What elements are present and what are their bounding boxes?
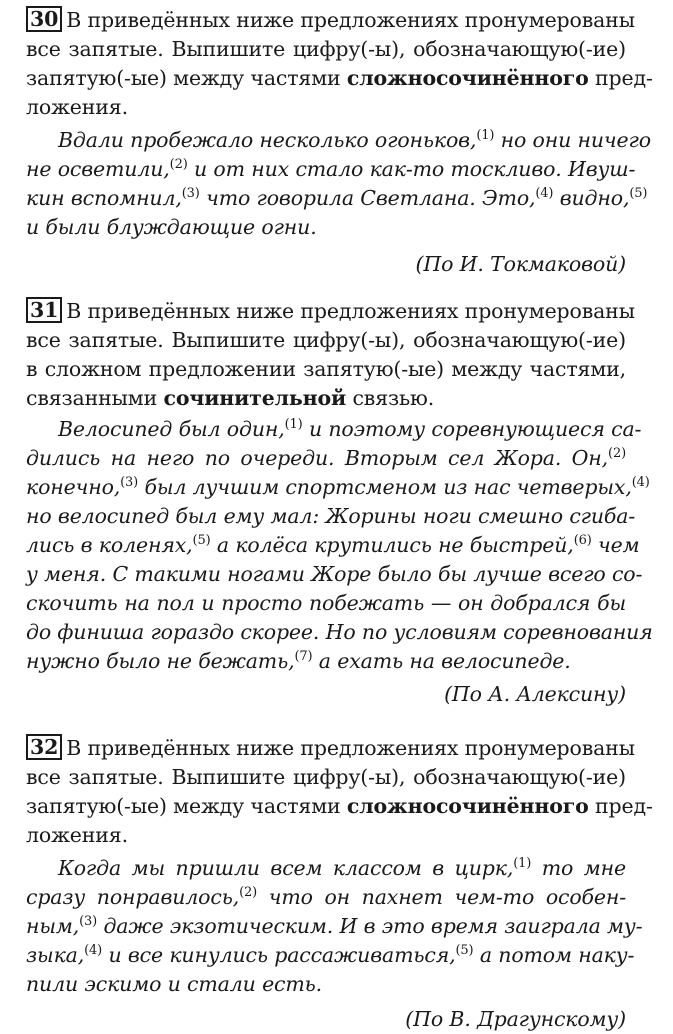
text-line: не осветили,$^{(2)}$ и от них стало как-то тоскливо. Ивуш- <box>26 157 636 181</box>
text-line: до финиша гораздо скорее. Но по условиям соревнования <box>26 620 653 644</box>
instruction-line: запятую(-ые) между частями сложносочинённого пред- <box>26 66 653 90</box>
task-30 <box>26 6 653 279</box>
text-line: но велосипед был ему мал: Жорины ноги смешно сгиба- <box>26 504 636 528</box>
task-number: 32 <box>26 734 62 760</box>
task-31 <box>26 297 653 709</box>
text-line: Когда мы пришли всем классом в цирк,$^{(1)}$ то мне <box>58 856 626 880</box>
instruction-line: в сложном предложении запятую(-ые) между частями, <box>26 357 626 381</box>
text-line: скочить на пол и просто побежать — он добрался бы <box>26 591 626 615</box>
instruction-line: все запятые. Выпишите цифру(-ы), обозначающую(-ие) <box>26 37 626 61</box>
instruction-line: 30 В приведённых ниже предложениях пронумерованы <box>26 6 626 35</box>
text-line: нужно было не бежать,$^{(7)}$ а ехать на велосипеде. <box>26 649 571 673</box>
source-attribution: (По И. Токмаковой) <box>415 252 626 276</box>
text-line: дились на него по очереди. Вторым сел Жора. Он,$^{(2)}$ <box>26 446 626 470</box>
text-line: ным,$^{(3)}$ даже экзотическим. И в это время заиграла му- <box>26 914 643 938</box>
text-line: сразу понравилось,$^{(2)}$ что он пахнет чем-то особен- <box>26 885 627 909</box>
text-line: зыка,$^{(4)}$ и все кинулись рассаживаться,$^{(5)}$ а потом наку- <box>26 943 635 967</box>
instruction-line: все запятые. Выпишите цифру(-ы), обозначающую(-ие) <box>26 328 626 352</box>
instruction-line: 32 В приведённых ниже предложениях пронумерованы <box>26 734 626 763</box>
text-line: пили эскимо и стали есть. <box>26 972 323 996</box>
task-text <box>26 126 651 242</box>
source-attribution: (По А. Алексину) <box>444 682 626 706</box>
text-line: лись в коленях,$^{(5)}$ а колёса крутились не быстрей,$^{(6)}$ чем <box>26 533 640 557</box>
task-number: 30 <box>26 6 62 32</box>
task-text <box>26 854 643 999</box>
text-line: конечно,$^{(3)}$ был лучшим спортсменом из нас четверых,$^{(4)}$ <box>26 475 650 499</box>
text-line: у меня. С такими ногами Жоре было бы лучше всего со- <box>26 562 643 586</box>
text-line: кин вспомнил,$^{(3)}$ что говорила Светлана. Это,$^{(4)}$ видно,$^{(5)}$ <box>26 186 648 210</box>
text-line: Вдали пробежало несколько огоньков,$^{(1)}$ но они ничего <box>58 128 651 152</box>
instruction-line: запятую(-ые) между частями сложносочинённого пред- <box>26 794 653 818</box>
task-text <box>26 415 653 676</box>
instruction-line: ложения. <box>26 823 128 847</box>
instruction-line: все запятые. Выпишите цифру(-ы), обозначающую(-ие) <box>26 765 626 789</box>
text-line: Велосипед был один,$^{(1)}$ и поэтому соревнующиеся са- <box>58 417 642 441</box>
instruction-line: ложения. <box>26 95 128 119</box>
instruction-line: связанными сочинительной связью. <box>26 386 435 410</box>
task-32 <box>26 734 653 1034</box>
instruction-line: 31 В приведённых ниже предложениях пронумерованы <box>26 297 626 326</box>
text-line: и были блуждающие огни. <box>26 215 317 239</box>
source-attribution: (По В. Драгунскому) <box>405 1007 626 1031</box>
task-number: 31 <box>26 297 62 323</box>
